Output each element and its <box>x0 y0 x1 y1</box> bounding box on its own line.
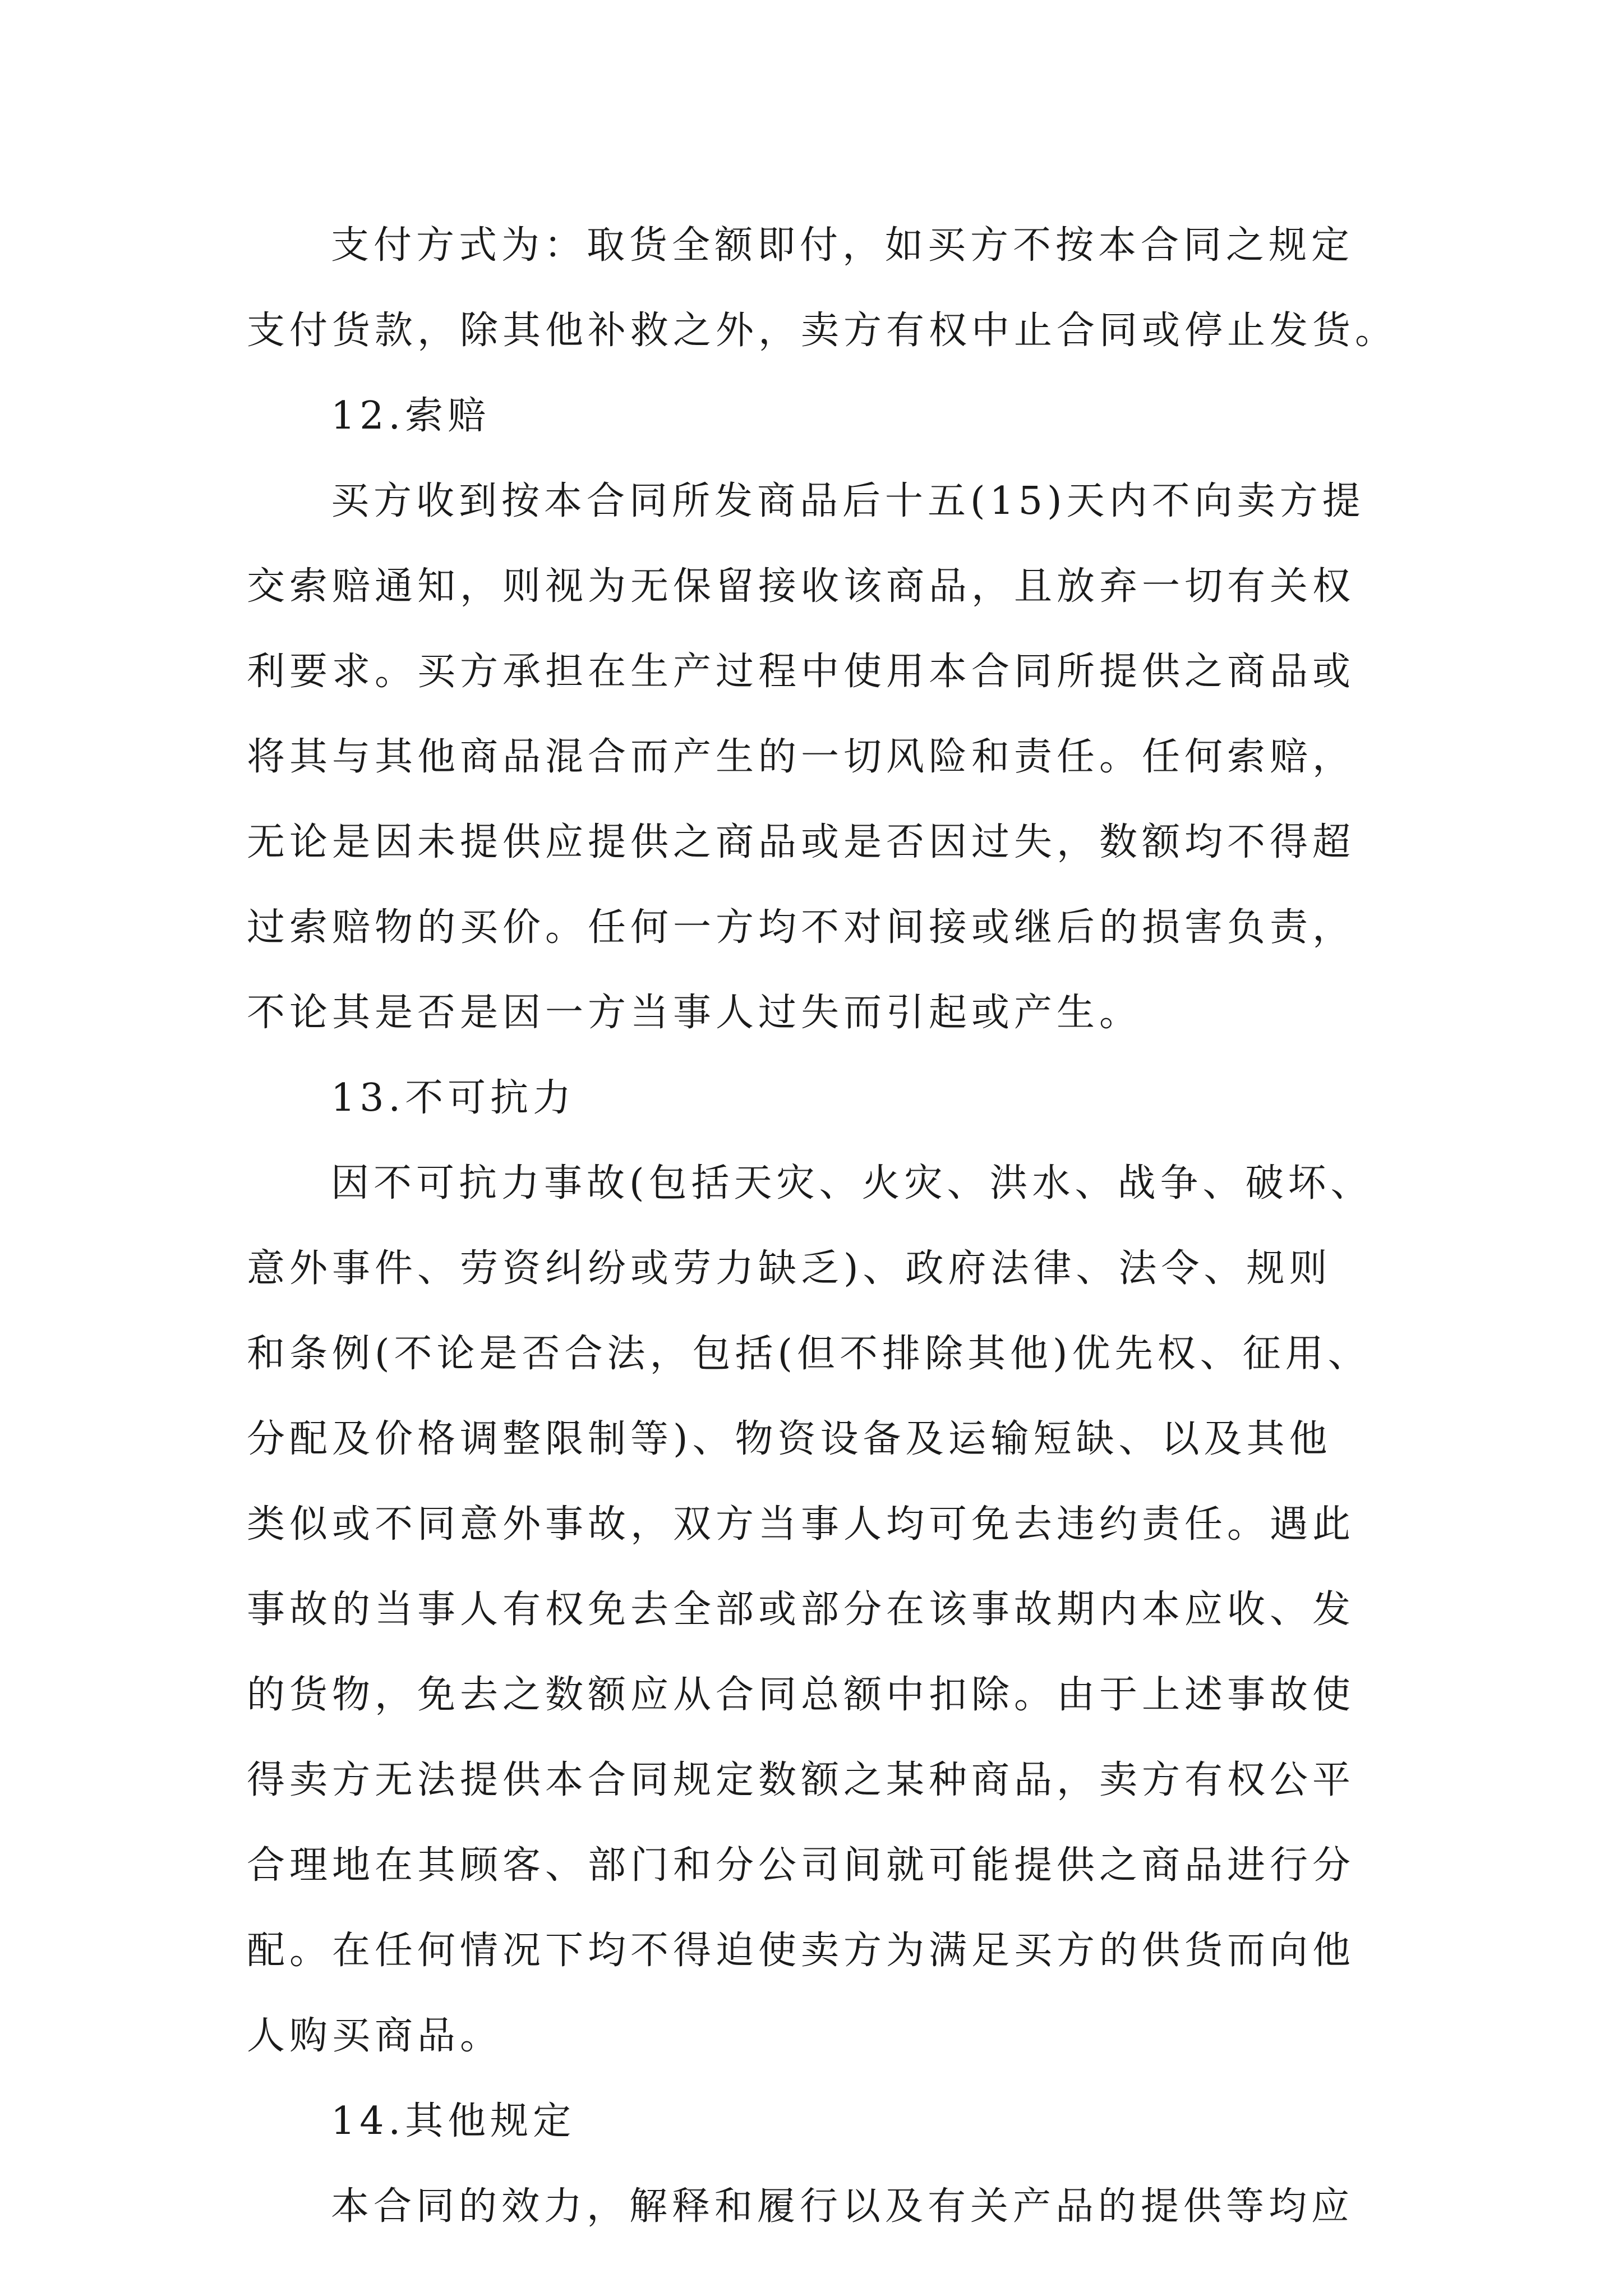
paragraph-payment-line-2: 支付货款，除其他补救之外，卖方有权中止合同或停止发货。 <box>247 309 1398 353</box>
paragraph-force-majeure-line-1: 因不可抗力事故(包括天灾、火灾、洪水、战争、破坏、 <box>331 1161 1373 1205</box>
document-body <box>247 203 1398 2249</box>
section-heading-claims: 12.索赔 <box>331 394 491 438</box>
paragraph-claims-line-4: 将其与其他商品混合而产生的一切风险和责任。任何索赔， <box>247 735 1355 779</box>
paragraph-force-majeure-line-2: 意外事件、劳资纠纷或劳力缺乏)、政府法律、法令、规则 <box>247 1246 1332 1291</box>
paragraph-claims-line-3: 利要求。买方承担在生产过程中使用本合同所提供之商品或 <box>247 650 1355 694</box>
paragraph-force-majeure-line-3: 和条例(不论是否合法，包括(但不排除其他)优先权、征用、 <box>247 1332 1371 1376</box>
paragraph-force-majeure-line-4: 分配及价格调整限制等)、物资设备及运输短缺、以及其他 <box>247 1417 1332 1461</box>
paragraph-force-majeure-line-8: 得卖方无法提供本合同规定数额之某种商品，卖方有权公平 <box>247 1758 1355 1802</box>
paragraph-claims-line-6: 过索赔物的买价。任何一方均不对间接或继后的损害负责， <box>247 905 1355 950</box>
paragraph-payment-line-1: 支付方式为：取货全额即付，如买方不按本合同之规定 <box>331 223 1354 268</box>
paragraph-force-majeure-line-6: 事故的当事人有权免去全部或部分在该事故期内本应收、发 <box>247 1588 1355 1632</box>
paragraph-claims-line-1: 买方收到按本合同所发商品后十五(15)天内不向卖方提 <box>331 479 1365 523</box>
paragraph-claims-line-5: 无论是因未提供应提供之商品或是否因过失，数额均不得超 <box>247 820 1355 864</box>
section-heading-force-majeure: 13.不可抗力 <box>331 1076 576 1120</box>
paragraph-other-provisions-line-1: 本合同的效力，解释和履行以及有关产品的提供等均应 <box>331 2184 1354 2229</box>
paragraph-force-majeure-line-9: 合理地在其顾客、部门和分公司间就可能提供之商品进行分 <box>247 1843 1355 1888</box>
section-heading-other-provisions: 14.其他规定 <box>331 2099 576 2143</box>
paragraph-force-majeure-line-7: 的货物，免去之数额应从合同总额中扣除。由于上述事故使 <box>247 1673 1355 1717</box>
paragraph-force-majeure-line-10: 配。在任何情况下均不得迫使卖方为满足买方的供货而向他 <box>247 1929 1355 1973</box>
paragraph-claims-line-7: 不论其是否是因一方当事人过失而引起或产生。 <box>247 991 1142 1035</box>
paragraph-force-majeure-line-5: 类似或不同意外事故，双方当事人均可免去违约责任。遇此 <box>247 1502 1355 1547</box>
paragraph-force-majeure-line-11: 人购买商品。 <box>247 2014 503 2058</box>
paragraph-claims-line-2: 交索赔通知，则视为无保留接收该商品，且放弃一切有关权 <box>247 564 1355 609</box>
